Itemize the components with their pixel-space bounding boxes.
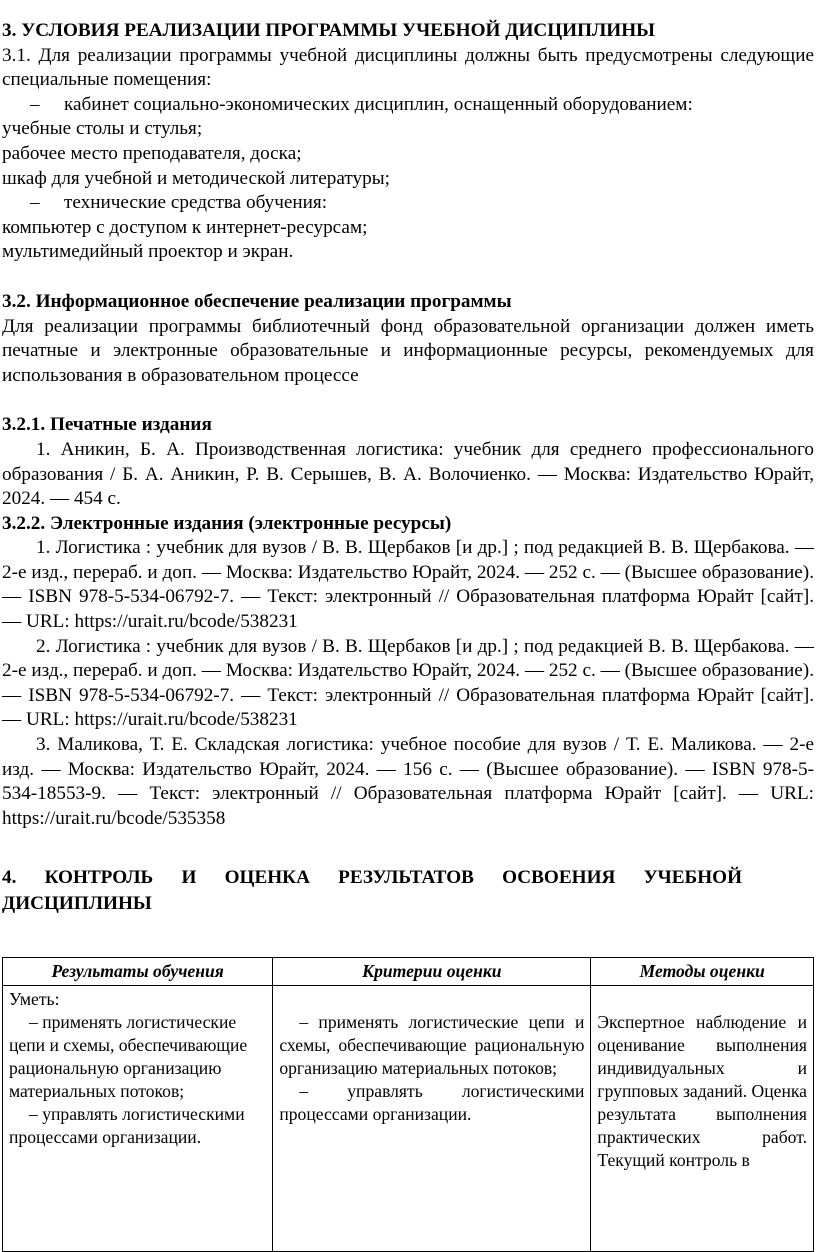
header-methods: Методы оценки [591, 958, 814, 986]
e-source-1: 1. Логистика : учебник для вузов / В. В. Щербаков [и др.] ; под редакцией В. В. Щербакова. — 2-е изд., перераб. и доп. — Москва: Издательство Юрайт, 2024. — 252 с. — (Высшее образование). — ISBN 978-5-534-06792-7. — Текст: электронный // Образовательная платформа Юрайт [сайт]. — URL: https://urait.ru/bcode/538231 [2, 537, 814, 633]
results-cell [3, 986, 273, 1252]
assessment-table [2, 957, 814, 1252]
criteria-item-1: – применять логистические цепи и схемы, обеспечивающие рациональную организацию материальных потоков; [279, 1012, 585, 1078]
header-criteria: Критерии оценки [273, 958, 591, 986]
header-results: Результаты обучения [3, 958, 273, 986]
section-3-2-title: 3.2. Информационное обеспечение реализации программы [2, 290, 512, 312]
tech-line-1: компьютер с доступом к интернет-ресурсам; [2, 216, 368, 238]
equipment-line-1: учебные столы и стулья; [2, 118, 203, 140]
section-3-2-2-title: 3.2.2. Электронные издания (электронные ресурсы) [2, 512, 452, 534]
tech-dash-text: технические средства обучения: [64, 192, 328, 214]
equipment-line-3: шкаф для учебной и методической литературы; [2, 167, 390, 189]
results-intro: Уметь: [9, 989, 60, 1009]
e-source-2: 2. Логистика : учебник для вузов / В. В. Щербаков [и др.] ; под редакцией В. В. Щербакова. — 2-е изд., перераб. и доп. — Москва: Издательство Юрайт, 2024. — 252 с. — (Высшее образование). — ISBN 978-5-534-06792-7. — Текст: электронный // Образовательная платформа Юрайт [сайт]. — URL: https://urait.ru/bcode/538231 [2, 635, 814, 731]
tech-dash-item [2, 191, 814, 216]
table-row [3, 986, 814, 1252]
equipment-dash-item [2, 93, 814, 118]
criteria-item-2: – управлять логистическими процессами организации. [279, 1081, 585, 1124]
section-3-1-text: 3.1. Для реализации программы учебной дисциплины должны быть предусмотрены следующие специальные помещения: [2, 44, 814, 91]
equipment-line-2: рабочее место преподавателя, доска; [2, 142, 302, 164]
dash-mark: – [30, 93, 40, 115]
tech-line-2: мультимедийный проектор и экран. [2, 241, 294, 263]
methods-cell [591, 986, 814, 1252]
e-source-3: 3. Маликова, Т. Е. Складская логистика: учебное пособие для вузов / Т. Е. Маликова. — 2-е изд. — Москва: Издательство Юрайт, 2024. — 156 с. — (Высшее образование). — ISBN 978-5-534-18553-9. — Текст: электронный // Образовательная платформа Юрайт [сайт]. — URL: https://urait.ru/bcode/535358 [2, 734, 814, 829]
section-3-2-1-title: 3.2.1. Печатные издания [2, 414, 212, 436]
dash-mark: – [30, 192, 40, 214]
equipment-dash-text: кабинет социально-экономических дисциплин, оснащенный оборудованием: [64, 93, 693, 115]
section-4-title: 4. КОНТРОЛЬ И ОЦЕНКА РЕЗУЛЬТАТОВ ОСВОЕНИЯ УЧЕБНОЙ ДИСЦИПЛИНЫ [2, 867, 742, 914]
section-3-title: 3. УСЛОВИЯ РЕАЛИЗАЦИИ ПРОГРАММЫ УЧЕБНОЙ ДИСЦИПЛИНЫ [2, 20, 656, 41]
result-item-2: – управлять логистическими процессами организации. [9, 1104, 245, 1147]
result-item-1: – применять логистические цепи и схемы, обеспечивающие рациональную организацию материальных потоков; [9, 1012, 248, 1101]
methods-text: Экспертное наблюдение и оценивание выполнения индивидуальных и групповых заданий. Оценка результата выполнения практических работ. Текущий контроль в [597, 1012, 807, 1170]
criteria-cell [273, 986, 591, 1252]
print-source-1: 1. Аникин, Б. А. Производственная логистика: учебник для среднего профессионального образования / Б. А. Аникин, Р. В. Серышев, В. А. Волочиенко. — Москва: Издательство Юрайт, 2024. — 454 с. [2, 438, 814, 510]
section-3-2-text: Для реализации программы библиотечный фонд образовательной организации должен иметь печатные и электронные образовательные и информационные ресурсы, рекомендуемых для использования в образовательном процессе [2, 315, 814, 386]
table-header-row [3, 958, 814, 986]
